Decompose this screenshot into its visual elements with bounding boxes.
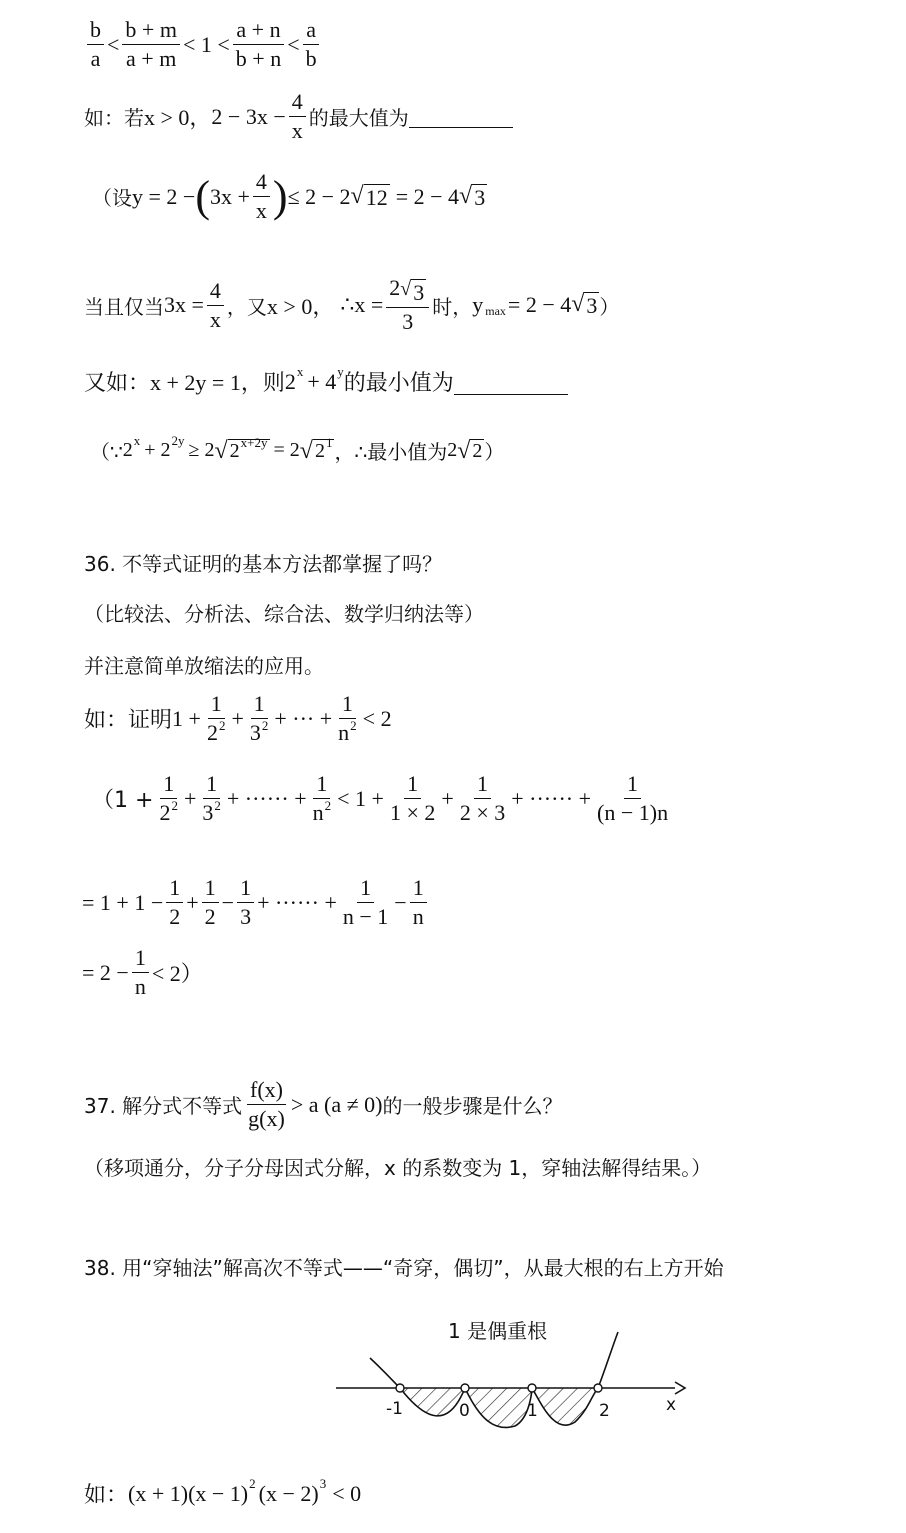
root-marker — [396, 1384, 404, 1392]
x-axis-arrow-icon — [675, 1382, 685, 1394]
root-marker — [461, 1384, 469, 1392]
fraction: $\frac{1}{2}$ — [166, 876, 183, 929]
question-36-example: 如：证明 1 + $\frac{1}{2^2}$ + $\frac{1}{3^2}$ + ··· + $\frac{1}{n^2}$ < 2 — [84, 691, 392, 746]
question-36-title: 36. 不等式证明的基本方法都掌握了吗？ — [84, 552, 443, 576]
example-2-question: 又如： x + 2y = 1， 则 2 x + 4 y 的最小值为 — [84, 366, 568, 397]
question-36-solution-step-3: = 2 − $\frac{1}{n}$ < 2） — [82, 945, 203, 1000]
fraction: $\frac{b + m}{a + m}$ — [122, 18, 180, 71]
answer-blank — [454, 368, 568, 395]
fraction: $\frac{a}{b}$ — [303, 18, 320, 71]
question-37-title: 37. 解分式不等式 $\frac{f(x)}{g(x)}$ > a (a ≠ 0) 的一般步骤是什么？ — [84, 1077, 563, 1132]
square-root: √ 3 — [571, 291, 598, 319]
root-marker — [528, 1384, 536, 1392]
fraction: $\frac{1}{2}$ — [202, 876, 219, 929]
fraction: $\frac{4}{x}$ — [207, 279, 224, 332]
axis-label: x — [666, 1395, 677, 1415]
fraction: $\frac{1}{3^2}$ — [202, 771, 221, 826]
fraction: $\frac{a + n}{b + n}$ — [233, 18, 284, 71]
negative-region — [400, 1388, 465, 1416]
example-2-solution: （∵ 2 x + 2 2y ≥ 2 √ $2^{x+2y}$ = 2 √ $2^1$ ，∴最小值为 2 √ 2 ） — [90, 432, 505, 464]
tick-label: 2 — [599, 1401, 610, 1421]
example-1-solution: （设 y = 2 − ( 3x + $\frac{4}{x}$ ) ≤ 2 − 2 √ 12 = 2 − 4 √ 3 — [92, 169, 486, 224]
question-38-example: 如： (x + 1)(x − 1) 2 (x − 2) 3 < 0 — [84, 1475, 362, 1508]
wavy-curve-sign-diagram — [330, 1310, 690, 1450]
fraction: $\frac{1}{2^2}$ — [159, 771, 178, 826]
square-root: √ 12 — [350, 182, 388, 210]
question-36-note: 并注意简单放缩法的应用。 — [84, 654, 324, 678]
question-36-methods: （比较法、分析法、综合法、数学归纳法等） — [84, 602, 484, 626]
fraction: $\frac{1}{n - 1}$ — [342, 875, 389, 930]
square-root: √ $2^{x+2y}$ — [214, 434, 268, 464]
fraction: $\frac{f(x)}{g(x)}$ — [248, 1077, 285, 1132]
fraction: $\frac{1}{1 \times 2}$ — [389, 771, 436, 826]
square-root: √ $2^1$ — [299, 434, 333, 464]
fraction: $\frac{1}{n^2}$ — [312, 771, 332, 826]
example-1-question: 如：若 x > 0， 2 − 3x − $\frac{4}{x}$ 的最大值为 — [84, 90, 513, 143]
fraction: $\frac{b}{a}$ — [87, 18, 104, 71]
fraction: $\frac{4}{x}$ — [253, 170, 270, 223]
question-36-solution-step-2: = 1 + 1 − $\frac{1}{2}$ + $\frac{1}{2}$ − $\frac{1}{3}$ + ······ + $\frac{1}{n - 1}$ − $\frac{1}{n}$ — [82, 876, 430, 929]
question-38-title: 38. 用“穿轴法”解高次不等式——“奇穿，偶切”，从最大根的右上方开始 — [84, 1256, 724, 1280]
fraction: $\frac{1}{(n - 1)n}$ — [597, 771, 669, 826]
ratio-inequality: $\frac{b}{a}$ < $\frac{b + m}{a + m}$ < 1 < $\frac{a + n}{b + n}$ < $\frac{a}{b}$ — [84, 18, 323, 71]
example-1-equality-condition: 当且仅当 3x = $\frac{4}{x}$ ，又 x > 0， ∴ x = 2 √ 3 3 时， y max = 2 − 4 √ 3 ） — [84, 275, 620, 335]
fraction: $\frac{4}{x}$ — [289, 90, 306, 143]
answer-blank — [409, 105, 513, 128]
root-marker — [594, 1384, 602, 1392]
fraction: $\frac{1}{2^2}$ — [206, 691, 226, 746]
question-36-solution-step-1: （1 + $\frac{1}{2^2}$ + $\frac{1}{3^2}$ + ······ + $\frac{1}{n^2}$ < 1 + $\frac{1}{1 \times 2}$ + $\frac{1}{2 \times 3}$ + ······ + $\frac{1}{(n - 1)n}$ — [92, 772, 674, 825]
tick-label: 0 — [459, 1401, 470, 1421]
fraction: $\frac{1}{3}$ — [237, 876, 254, 929]
fraction: $\frac{1}{2 \times 3}$ — [459, 771, 506, 826]
square-root: √ 3 — [459, 182, 486, 210]
tick-label: -1 — [386, 1399, 403, 1419]
fraction: $\frac{1}{n}$ — [410, 876, 427, 929]
tick-label: 1 — [527, 1401, 538, 1421]
fraction: $\frac{1}{n}$ — [132, 946, 149, 999]
graph-caption: 1 是偶重根 — [448, 1319, 548, 1343]
fraction: $\frac{1}{3^2}$ — [249, 691, 269, 746]
square-root: √ 2 — [457, 437, 483, 464]
fraction: 2 √ 3 3 — [386, 276, 429, 334]
square-root: √ 3 — [400, 278, 425, 305]
fraction: $\frac{1}{n^2}$ — [338, 691, 357, 746]
question-37-answer: （移项通分，分子分母因式分解，x 的系数变为 1，穿轴法解得结果。） — [84, 1156, 712, 1180]
negative-region — [532, 1388, 598, 1425]
